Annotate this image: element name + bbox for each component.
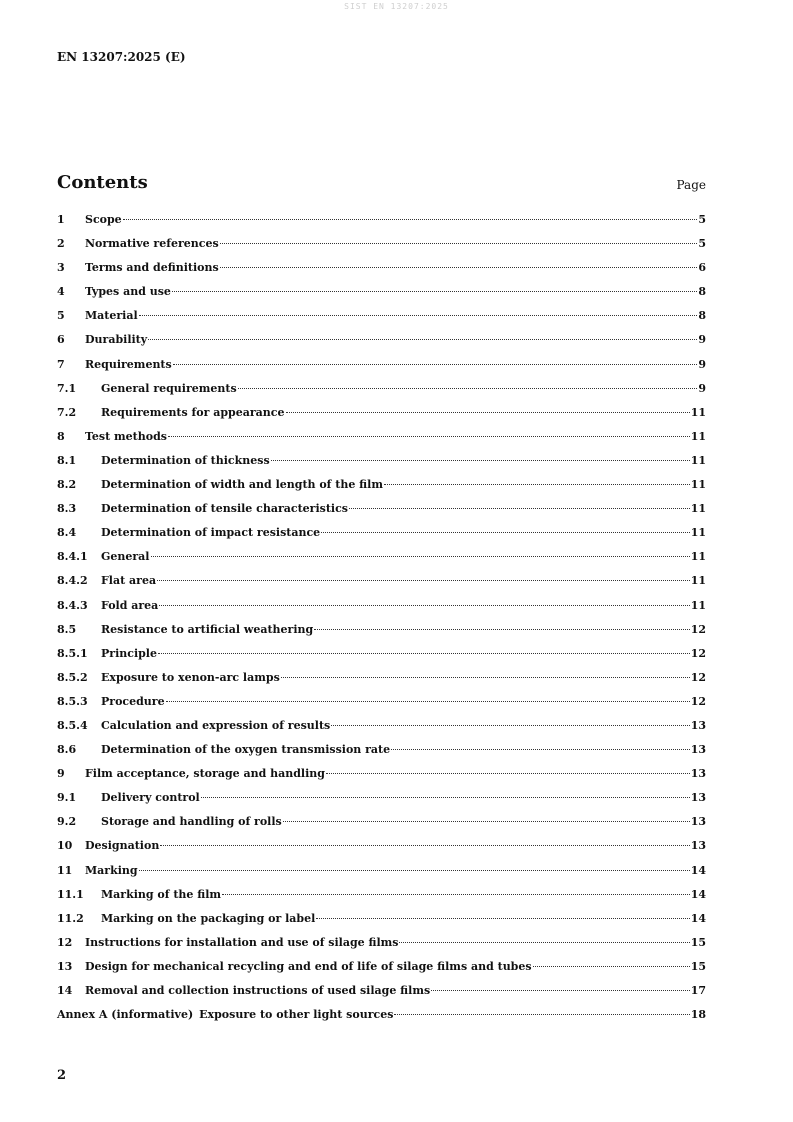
toc-entry-title: Marking	[85, 863, 138, 877]
toc-entry-page: 11	[690, 453, 706, 467]
toc-entry[interactable]	[57, 285, 706, 309]
toc-entry-number: 9	[57, 767, 65, 781]
toc-entry[interactable]	[57, 550, 706, 574]
toc-entry[interactable]	[57, 358, 706, 382]
toc-entry-number: 8.4	[57, 526, 77, 540]
toc-entry[interactable]	[57, 574, 706, 598]
toc-entry-number: 8.3	[57, 502, 77, 516]
toc-entry-title: Determination of width and length of the film	[101, 478, 383, 492]
toc-entry-page: 13	[690, 743, 706, 757]
toc-entry-number: 9.2	[57, 815, 77, 829]
toc-entry[interactable]	[57, 960, 706, 984]
toc-entry-title: Material	[85, 309, 138, 323]
toc-leader-dots	[391, 749, 690, 750]
toc-entry-page: 13	[690, 791, 706, 805]
toc-entry-page: 13	[690, 718, 706, 732]
toc-entry-page: 13	[690, 815, 706, 829]
toc-leader-dots	[220, 243, 698, 244]
toc-entry-number: 7.1	[57, 381, 77, 395]
toc-entry-title: Determination of impact resistance	[101, 526, 321, 540]
toc-leader-dots	[151, 556, 690, 557]
toc-entry-page: 8	[698, 285, 706, 299]
toc-leader-dots	[172, 291, 697, 292]
toc-entry-title: General	[101, 550, 150, 564]
toc-entry[interactable]	[57, 430, 706, 454]
toc-entry-page: 13	[690, 839, 706, 853]
contents-heading: Contents	[57, 172, 148, 193]
toc-entry-number: 11.2	[57, 911, 84, 925]
toc-entry-title: Removal and collection instructions of used silage films	[85, 984, 431, 997]
toc-entry-page: 15	[690, 935, 706, 949]
toc-entry-page: 11	[690, 405, 706, 419]
toc-entry[interactable]	[57, 237, 706, 261]
watermark: SIST EN 13207:2025	[344, 2, 449, 11]
toc-entry-page: 9	[698, 357, 706, 371]
toc-leader-dots	[326, 773, 690, 774]
toc-entry-page: 12	[690, 670, 706, 684]
toc-entry-page: 11	[690, 429, 706, 443]
toc-leader-dots	[148, 339, 697, 340]
toc-entry[interactable]	[57, 839, 706, 863]
toc-entry-number: 8.4.3	[57, 598, 88, 612]
toc-entry-page: 12	[690, 622, 706, 636]
toc-entry-page: 15	[690, 959, 706, 973]
toc-entry-title: General requirements	[101, 381, 237, 395]
toc-entry[interactable]	[57, 671, 706, 695]
toc-entry[interactable]	[57, 936, 706, 960]
toc-leader-dots	[349, 508, 690, 509]
toc-entry-title: Resistance to artificial weathering	[101, 622, 314, 636]
toc-leader-dots	[173, 364, 698, 365]
toc-entry-page: 11	[690, 502, 706, 516]
toc-entry-number: 5	[57, 309, 65, 323]
toc-entry[interactable]	[57, 599, 706, 623]
toc-entry-number: 10	[57, 839, 73, 853]
toc-entry[interactable]	[57, 815, 706, 839]
toc-entry-number: 11.1	[57, 887, 84, 901]
toc-leader-dots	[160, 845, 689, 846]
toc-entry-title: Marking on the packaging or label	[101, 911, 316, 925]
toc-leader-dots	[139, 870, 690, 871]
toc-entry-number: 13	[57, 959, 73, 973]
toc-entry-title: Normative references	[85, 237, 219, 251]
toc-entry[interactable]	[57, 309, 706, 333]
toc-entry-page: 11	[690, 526, 706, 540]
toc-entry-title: Procedure	[101, 694, 165, 708]
toc-leader-dots	[283, 821, 690, 822]
toc-entry-number: 3	[57, 261, 65, 275]
toc-entry-number: 8.4.1	[57, 550, 88, 564]
toc-leader-dots	[139, 315, 698, 316]
toc-entry-page: 9	[698, 381, 706, 395]
toc-entry[interactable]	[57, 333, 706, 357]
toc-entry-title: Requirements for appearance	[101, 405, 285, 419]
toc-entry-title: Instructions for installation and use of silage films	[85, 935, 399, 949]
toc-entry-page: 11	[690, 550, 706, 564]
toc-entry[interactable]	[57, 478, 706, 502]
toc-entry[interactable]	[57, 719, 706, 743]
toc-entry-title: Film acceptance, storage and handling	[85, 767, 325, 781]
toc-leader-dots	[158, 653, 690, 654]
toc-entry[interactable]	[57, 406, 706, 430]
toc-entry[interactable]	[57, 647, 706, 671]
toc-entry-title: Requirements	[85, 357, 172, 371]
toc-leader-dots	[399, 942, 689, 943]
toc-entry-number: 7	[57, 357, 65, 371]
toc-entry[interactable]	[57, 791, 706, 815]
toc-entry-title: Design for mechanical recycling and end of life of silage films and tubes	[85, 959, 532, 973]
toc-leader-dots	[222, 894, 690, 895]
toc-entry-title: Determination of the oxygen transmission rate	[101, 743, 391, 757]
page-column-label: Page	[676, 178, 706, 192]
page-number: 2	[57, 1068, 67, 1083]
toc-entry-number: 6	[57, 333, 65, 347]
toc-entry[interactable]	[57, 767, 706, 791]
toc-entry-title: Scope	[85, 213, 122, 226]
toc-entry-number: 11	[57, 863, 73, 877]
toc-leader-dots	[314, 629, 689, 630]
toc-entry-title: Flat area	[101, 574, 157, 588]
toc-entry-number: 8.5	[57, 622, 77, 636]
annex-label: Annex A (informative)	[57, 1008, 194, 1022]
toc-entry[interactable]	[57, 454, 706, 478]
toc-leader-dots	[394, 1014, 689, 1015]
toc-entry-number: 8.6	[57, 743, 77, 757]
toc-leader-dots	[316, 918, 689, 919]
toc-entry-page: 14	[690, 911, 706, 925]
toc-entry-page: 11	[690, 598, 706, 612]
toc-leader-dots	[168, 436, 690, 437]
toc-entry-title: Durability	[85, 333, 148, 347]
document-id: EN 13207:2025 (E)	[57, 50, 186, 64]
toc-entry-number: 8.5.3	[57, 694, 88, 708]
toc-entry-page: 6	[698, 261, 706, 275]
toc-entry-title: Test methods	[85, 429, 167, 443]
toc-leader-dots	[331, 725, 689, 726]
toc-entry[interactable]	[57, 526, 706, 550]
toc-entry-title: Delivery control	[101, 791, 200, 805]
table-of-contents	[57, 213, 706, 1032]
toc-entry-title: Fold area	[101, 598, 159, 612]
toc-leader-dots	[123, 219, 698, 220]
annex-title: Exposure to other light sources	[199, 1008, 394, 1022]
toc-entry-page: 14	[690, 863, 706, 877]
toc-leader-dots	[271, 460, 690, 461]
toc-entry-title: Exposure to xenon-arc lamps	[101, 670, 280, 684]
toc-entry[interactable]	[57, 695, 706, 719]
toc-entry[interactable]	[57, 912, 706, 936]
annex-page: 18	[690, 1008, 706, 1022]
toc-leader-dots	[281, 677, 690, 678]
toc-entry-title: Terms and definitions	[85, 261, 219, 275]
toc-entry-number: 8.5.4	[57, 718, 88, 732]
toc-leader-dots	[166, 701, 690, 702]
toc-entry-page: 5	[698, 237, 706, 251]
toc-entry-number: 8.1	[57, 453, 77, 467]
toc-entry-page: 8	[698, 309, 706, 323]
toc-entry-number: 1	[57, 213, 65, 226]
toc-entry-number: 8.5.1	[57, 646, 88, 660]
toc-entry-number: 7.2	[57, 405, 77, 419]
toc-entry-page: 13	[690, 767, 706, 781]
toc-entry-number: 14	[57, 984, 73, 997]
toc-entry-number: 8.4.2	[57, 574, 88, 588]
toc-entry-title: Designation	[85, 839, 160, 853]
toc-entry-number: 12	[57, 935, 73, 949]
toc-leader-dots	[157, 580, 690, 581]
toc-leader-dots	[238, 388, 698, 389]
toc-entry[interactable]	[57, 888, 706, 912]
toc-entry-page: 5	[698, 213, 706, 226]
toc-entry-title: Marking of the film	[101, 887, 222, 901]
toc-entry[interactable]	[57, 743, 706, 767]
toc-entry[interactable]	[57, 984, 706, 1008]
toc-entry-annex[interactable]	[57, 1008, 706, 1032]
toc-entry-page: 11	[690, 574, 706, 588]
toc-leader-dots	[431, 990, 690, 991]
toc-leader-dots	[533, 966, 690, 967]
toc-leader-dots	[321, 532, 690, 533]
toc-entry[interactable]	[57, 864, 706, 888]
toc-leader-dots	[384, 484, 690, 485]
toc-entry-number: 8.2	[57, 478, 77, 492]
toc-entry-number: 8	[57, 429, 65, 443]
toc-entry[interactable]	[57, 261, 706, 285]
toc-leader-dots	[220, 267, 698, 268]
toc-entry-title: Determination of tensile characteristics	[101, 502, 348, 516]
toc-entry[interactable]	[57, 382, 706, 406]
toc-entry-title: Determination of thickness	[101, 453, 270, 467]
toc-entry-title: Storage and handling of rolls	[101, 815, 282, 829]
toc-entry-title: Types and use	[85, 285, 171, 299]
toc-leader-dots	[159, 605, 689, 606]
toc-entry-page: 9	[698, 333, 706, 347]
toc-entry-page: 12	[690, 694, 706, 708]
toc-entry-page: 11	[690, 478, 706, 492]
toc-entry-title: Calculation and expression of results	[101, 718, 331, 732]
toc-entry-title: Principle	[101, 646, 157, 660]
toc-entry-number: 4	[57, 285, 65, 299]
toc-leader-dots	[201, 797, 690, 798]
toc-entry[interactable]	[57, 502, 706, 526]
toc-entry-number: 2	[57, 237, 65, 251]
toc-entry-number: 8.5.2	[57, 670, 88, 684]
toc-entry-page: 17	[690, 984, 706, 997]
toc-entry-number: 9.1	[57, 791, 77, 805]
toc-entry[interactable]	[57, 623, 706, 647]
toc-entry[interactable]	[57, 213, 706, 237]
toc-entry-page: 12	[690, 646, 706, 660]
toc-leader-dots	[286, 412, 690, 413]
toc-entry-page: 14	[690, 887, 706, 901]
